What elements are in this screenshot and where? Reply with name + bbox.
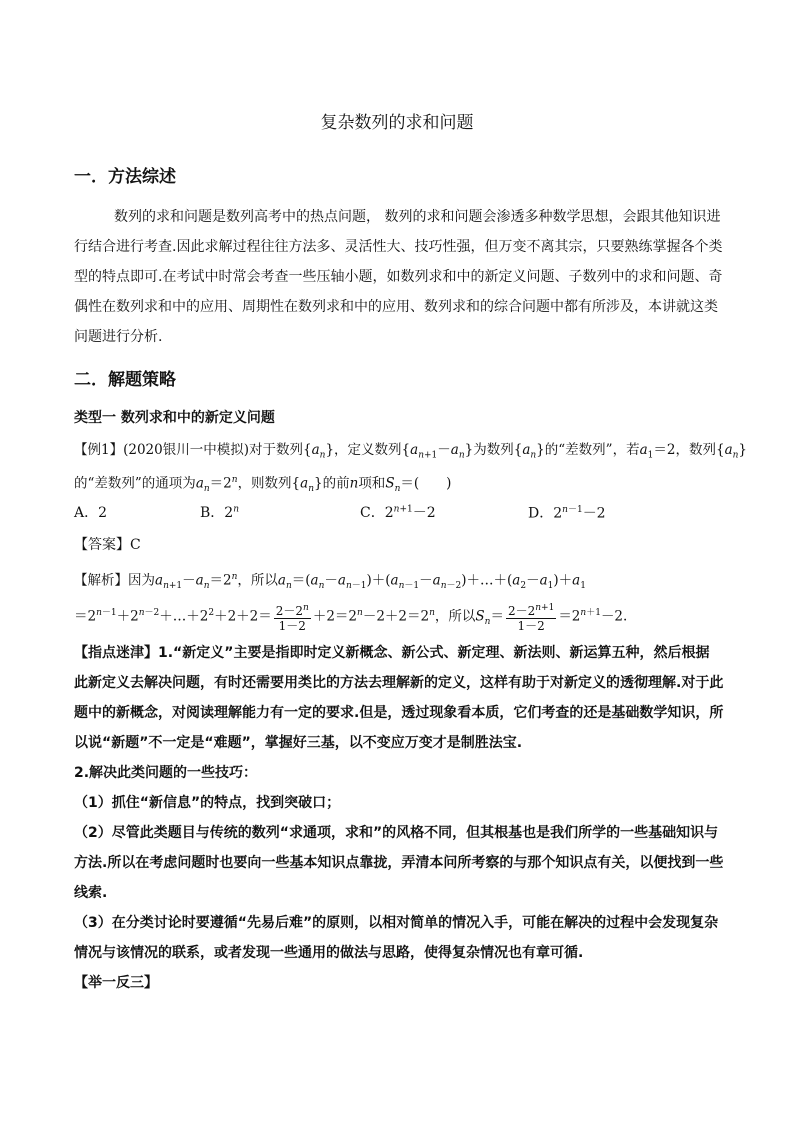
analysis-line-2: $=2^{n-1}+2^{n-2}+\dots+2^2+2+2=$ $\frac{2-2^n}{1-2}$ $+2=2^n-2+2=2^n$，所以$S_n=$ $\frac{2-2^{n+1}}{1-2}$ $=2^{n+1}-2$. [74, 603, 628, 633]
option-text: 2 [384, 505, 394, 521]
skill-2-line: （2）尽管此类题目与传统的数列“求通项，求和”的风格不同，但其根基也是我们所学的一些基础知识与 [74, 825, 719, 841]
answer-line: 【答案】C [74, 537, 141, 553]
example-text: }为数列{ [464, 442, 523, 458]
example-text: 的“差数列”的通项为 [74, 475, 196, 492]
analysis-text: ，所以 [237, 572, 278, 589]
example-tag: 【例1】 [74, 442, 124, 458]
skill-1: （1）抓住“新信息”的特点，找到突破口； [74, 795, 341, 811]
option-letter: A． [74, 505, 99, 521]
option-text: 2 [98, 505, 108, 521]
fraction: $\frac{2-2^{n+1}}{1-2}$ [507, 603, 555, 633]
tips-line-1 [74, 638, 724, 668]
section-heading-strategy: 二．解题策略 [74, 370, 176, 390]
paragraph-line: 数列的求和问题是数列高考中的热点问题， 数列的求和问题会渗透多种数学思想，会跟其他知识进 [114, 209, 721, 225]
option-c: C．$2^{n+1}-2$ [360, 504, 436, 521]
option-text: 2 [553, 505, 563, 522]
skill-3-line: （3）在分类讨论时要遵循“先易后难”的原则，以相对简单的情况入手，可能在解决的过程中会发现复杂 [74, 915, 719, 931]
analysis-text: ，所以 [434, 608, 476, 625]
tips-line: 此新定义去解决问题，有时还需要用类比的方法去理解新的定义，这样有助于对新定义的透彻理解.对于此 [74, 675, 724, 691]
example-line-2: 的“差数列”的通项为$a_n=2^n$，则数列$\{a_n\}$的前n项和$S_n=$( ) [74, 475, 452, 495]
example-text: ＝2，数列{ [653, 442, 725, 458]
example-text: 项和 [358, 475, 386, 492]
practice-label: 【举一反三】 [74, 975, 158, 991]
tips-line: 以说“新题”不一定是“难题”，掌握好三基，以不变应万变才是制胜法宝. [74, 735, 523, 751]
example-source: (2020银川一中模拟) [123, 442, 249, 458]
option-a [74, 502, 107, 522]
option-text: 2 [224, 505, 234, 521]
fraction: $\frac{2-2^n}{1-2}$ [275, 603, 309, 633]
example-text: } [738, 442, 748, 458]
option-b: B．2$^n$ [200, 504, 240, 521]
section-heading-method: 一．方法综述 [74, 167, 176, 187]
option-letter: D． [528, 505, 554, 522]
example-text: ＝2 [209, 475, 232, 492]
tips-tag: 【指点迷津】 [74, 645, 158, 661]
analysis-line-1: 【解析】因为$a_{n+1}-a_n=2^n$，所以$a_n=(a_n-a_{n-1})+(a_{n-1}-a_{n-2})+\dots+(a_2-a_1)+a_1$ [74, 572, 586, 592]
example-text: ＝( ) [400, 475, 452, 492]
tips-text: 1.“新定义”主要是指即时定义新概念、新公式、新定理、新法则、新运算五种，然后根据 [158, 645, 710, 661]
example-text: 对于数列{ [248, 442, 312, 458]
skills-heading: 2.解决此类问题的一些技巧： [74, 765, 258, 781]
analysis-text: 因为 [128, 572, 155, 589]
example-line-1: 【例1】(2020银川一中模拟)对于数列$\{a_n\}$，定义数列$\{a_{n+1}-a_n\}$为数列$\{a_n\}$的“差数列”，若$a_1=2$，数列$\{a_n\}$ [74, 442, 748, 461]
example-text: ，则数列{ [237, 475, 301, 492]
skill-2-line: 线索. [74, 885, 108, 901]
paragraph-line: 问题进行分析. [74, 329, 163, 345]
skill-3-line: 情况与该情况的联系，或者发现一些通用的做法与思路，使得复杂情况也有章可循. [74, 945, 584, 961]
option-d: D．$2^{n-1}-2$ [528, 505, 606, 522]
method-paragraph [74, 202, 724, 352]
example-text: }的前 [314, 475, 350, 492]
paragraph-line: 偶性在数列求和中的应用、周期性在数列求和中的应用、数列求和的综合问题中都有所涉及，本讲就这类 [74, 299, 718, 315]
example-text: }的“差数列”，若 [536, 442, 640, 458]
tips-line: 题中的新概念，对阅读理解能力有一定的要求.但是，透过现象看本质，它们考查的还是基础数学知识，所 [74, 705, 724, 721]
analysis-tag: 【解析】 [74, 572, 128, 589]
example-text: }，定义数列{ [325, 442, 411, 458]
option-letter: B． [200, 505, 225, 521]
page-title: 复杂数列的求和问题 [320, 113, 474, 133]
paragraph-line: 型的特点即可.在考试中时常会考查一些压轴小题，如数列求和中的新定义问题、子数列中的求和问题、奇 [74, 269, 723, 285]
option-letter: C． [360, 505, 385, 521]
paragraph-line: 行结合进行考查.因此求解过程往往方法多、灵活性大、技巧性强，但万变不离其宗，只要熟练掌握各个类 [74, 239, 723, 255]
tips-block [74, 638, 724, 998]
type-label: 类型一 数列求和中的新定义问题 [74, 410, 275, 426]
skill-2-line: 方法.所以在考虑问题时也要向一些基本知识点靠拢，弄清本问所考察的与那个知识点有关，以便找到一些 [74, 855, 724, 871]
